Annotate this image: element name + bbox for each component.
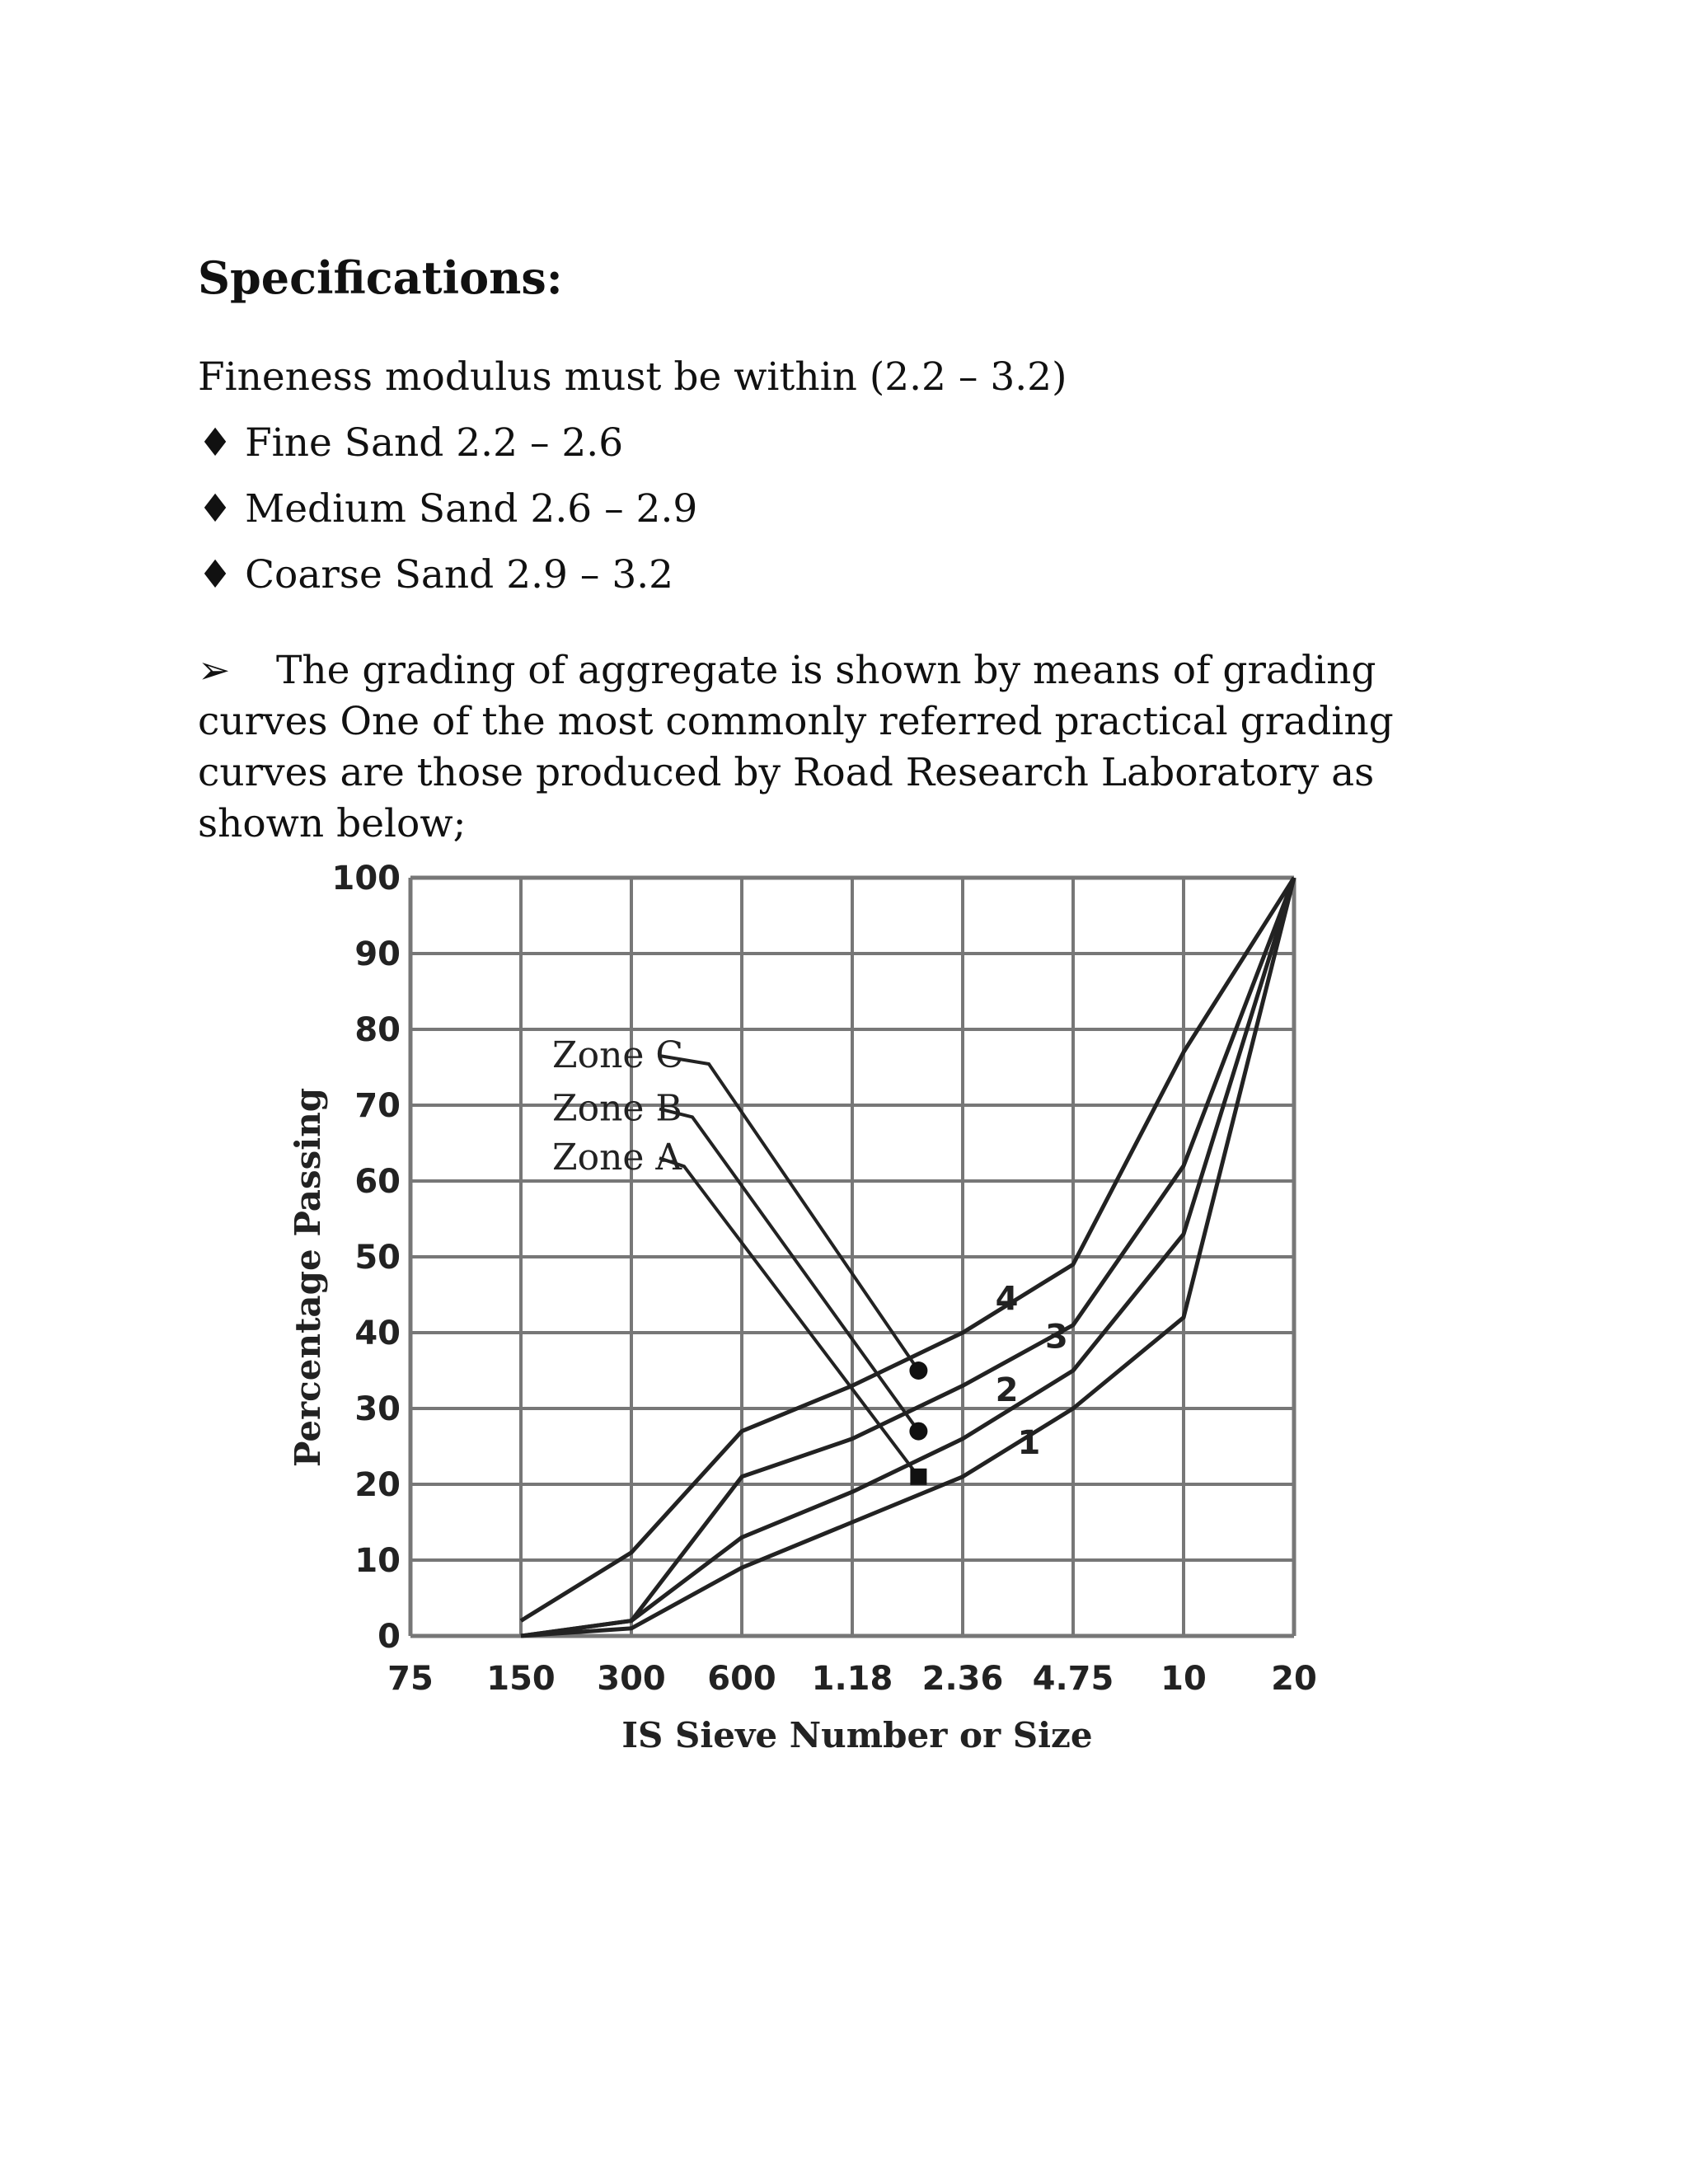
zone-label-a: Zone A [552,1137,682,1179]
chart-annotations [552,1034,1068,1485]
y-tick-label: 70 [354,1087,401,1125]
curve-label-3: 3 [1044,1318,1068,1357]
y-tick-label: 80 [354,1011,401,1049]
x-tick-label: 2.36 [921,1660,1004,1698]
curve-label-4: 4 [995,1280,1019,1319]
arrow-bullet-icon: ➢ [198,648,231,693]
zone-leader-line [659,1108,918,1431]
x-tick-label: 150 [486,1660,556,1698]
bullet-medium-sand: ♦ Medium Sand 2.6 – 2.9 [198,486,698,532]
zone-leader-line [659,1056,918,1371]
y-tick-label: 90 [354,935,401,973]
x-tick-label: 1.18 [811,1660,893,1698]
zone-label-c: Zone C [552,1034,684,1076]
grading-paragraph [198,645,1467,850]
y-tick-label: 40 [354,1315,401,1352]
curve-label-1: 1 [1017,1424,1041,1463]
series-line-4 [521,878,1294,1621]
y-tick-label: 60 [354,1163,401,1201]
page-heading: Specifications: [198,251,563,304]
x-tick-label: 75 [387,1660,434,1698]
y-tick-label: 0 [377,1618,401,1656]
y-axis-label: Percentage Passing [288,1087,328,1468]
zone-marker [909,1361,927,1380]
bullet-fine-sand: ♦ Fine Sand 2.2 – 2.6 [198,420,624,466]
curve-label-2: 2 [995,1371,1019,1409]
zone-marker [909,1422,927,1441]
chart-ticks [332,860,1317,1698]
y-tick-label: 10 [354,1542,401,1580]
zone-marker [910,1469,926,1485]
grading-curves-chart [272,849,1343,1788]
x-tick-label: 600 [707,1660,776,1698]
y-tick-label: 50 [354,1239,401,1277]
fineness-modulus-line: Fineness modulus must be within (2.2 – 3.2) [198,354,1067,400]
x-tick-label: 10 [1160,1660,1207,1698]
grading-paragraph-text: The grading of aggregate is shown by means of grading curves One of the most commonly referred practical grading curves are those produced by Road Research Laboratory as shown below; [198,648,1394,846]
bullet-coarse-sand: ♦ Coarse Sand 2.9 – 3.2 [198,552,674,598]
x-tick-label: 4.75 [1032,1660,1114,1698]
y-tick-label: 30 [354,1390,401,1428]
y-tick-label: 20 [354,1466,401,1504]
x-tick-label: 20 [1271,1660,1317,1698]
y-tick-label: 100 [331,860,401,898]
x-axis-label: IS Sieve Number or Size [621,1715,1093,1755]
zone-leader-line [659,1158,918,1477]
zone-label-b: Zone B [552,1087,682,1130]
x-tick-label: 300 [597,1660,666,1698]
